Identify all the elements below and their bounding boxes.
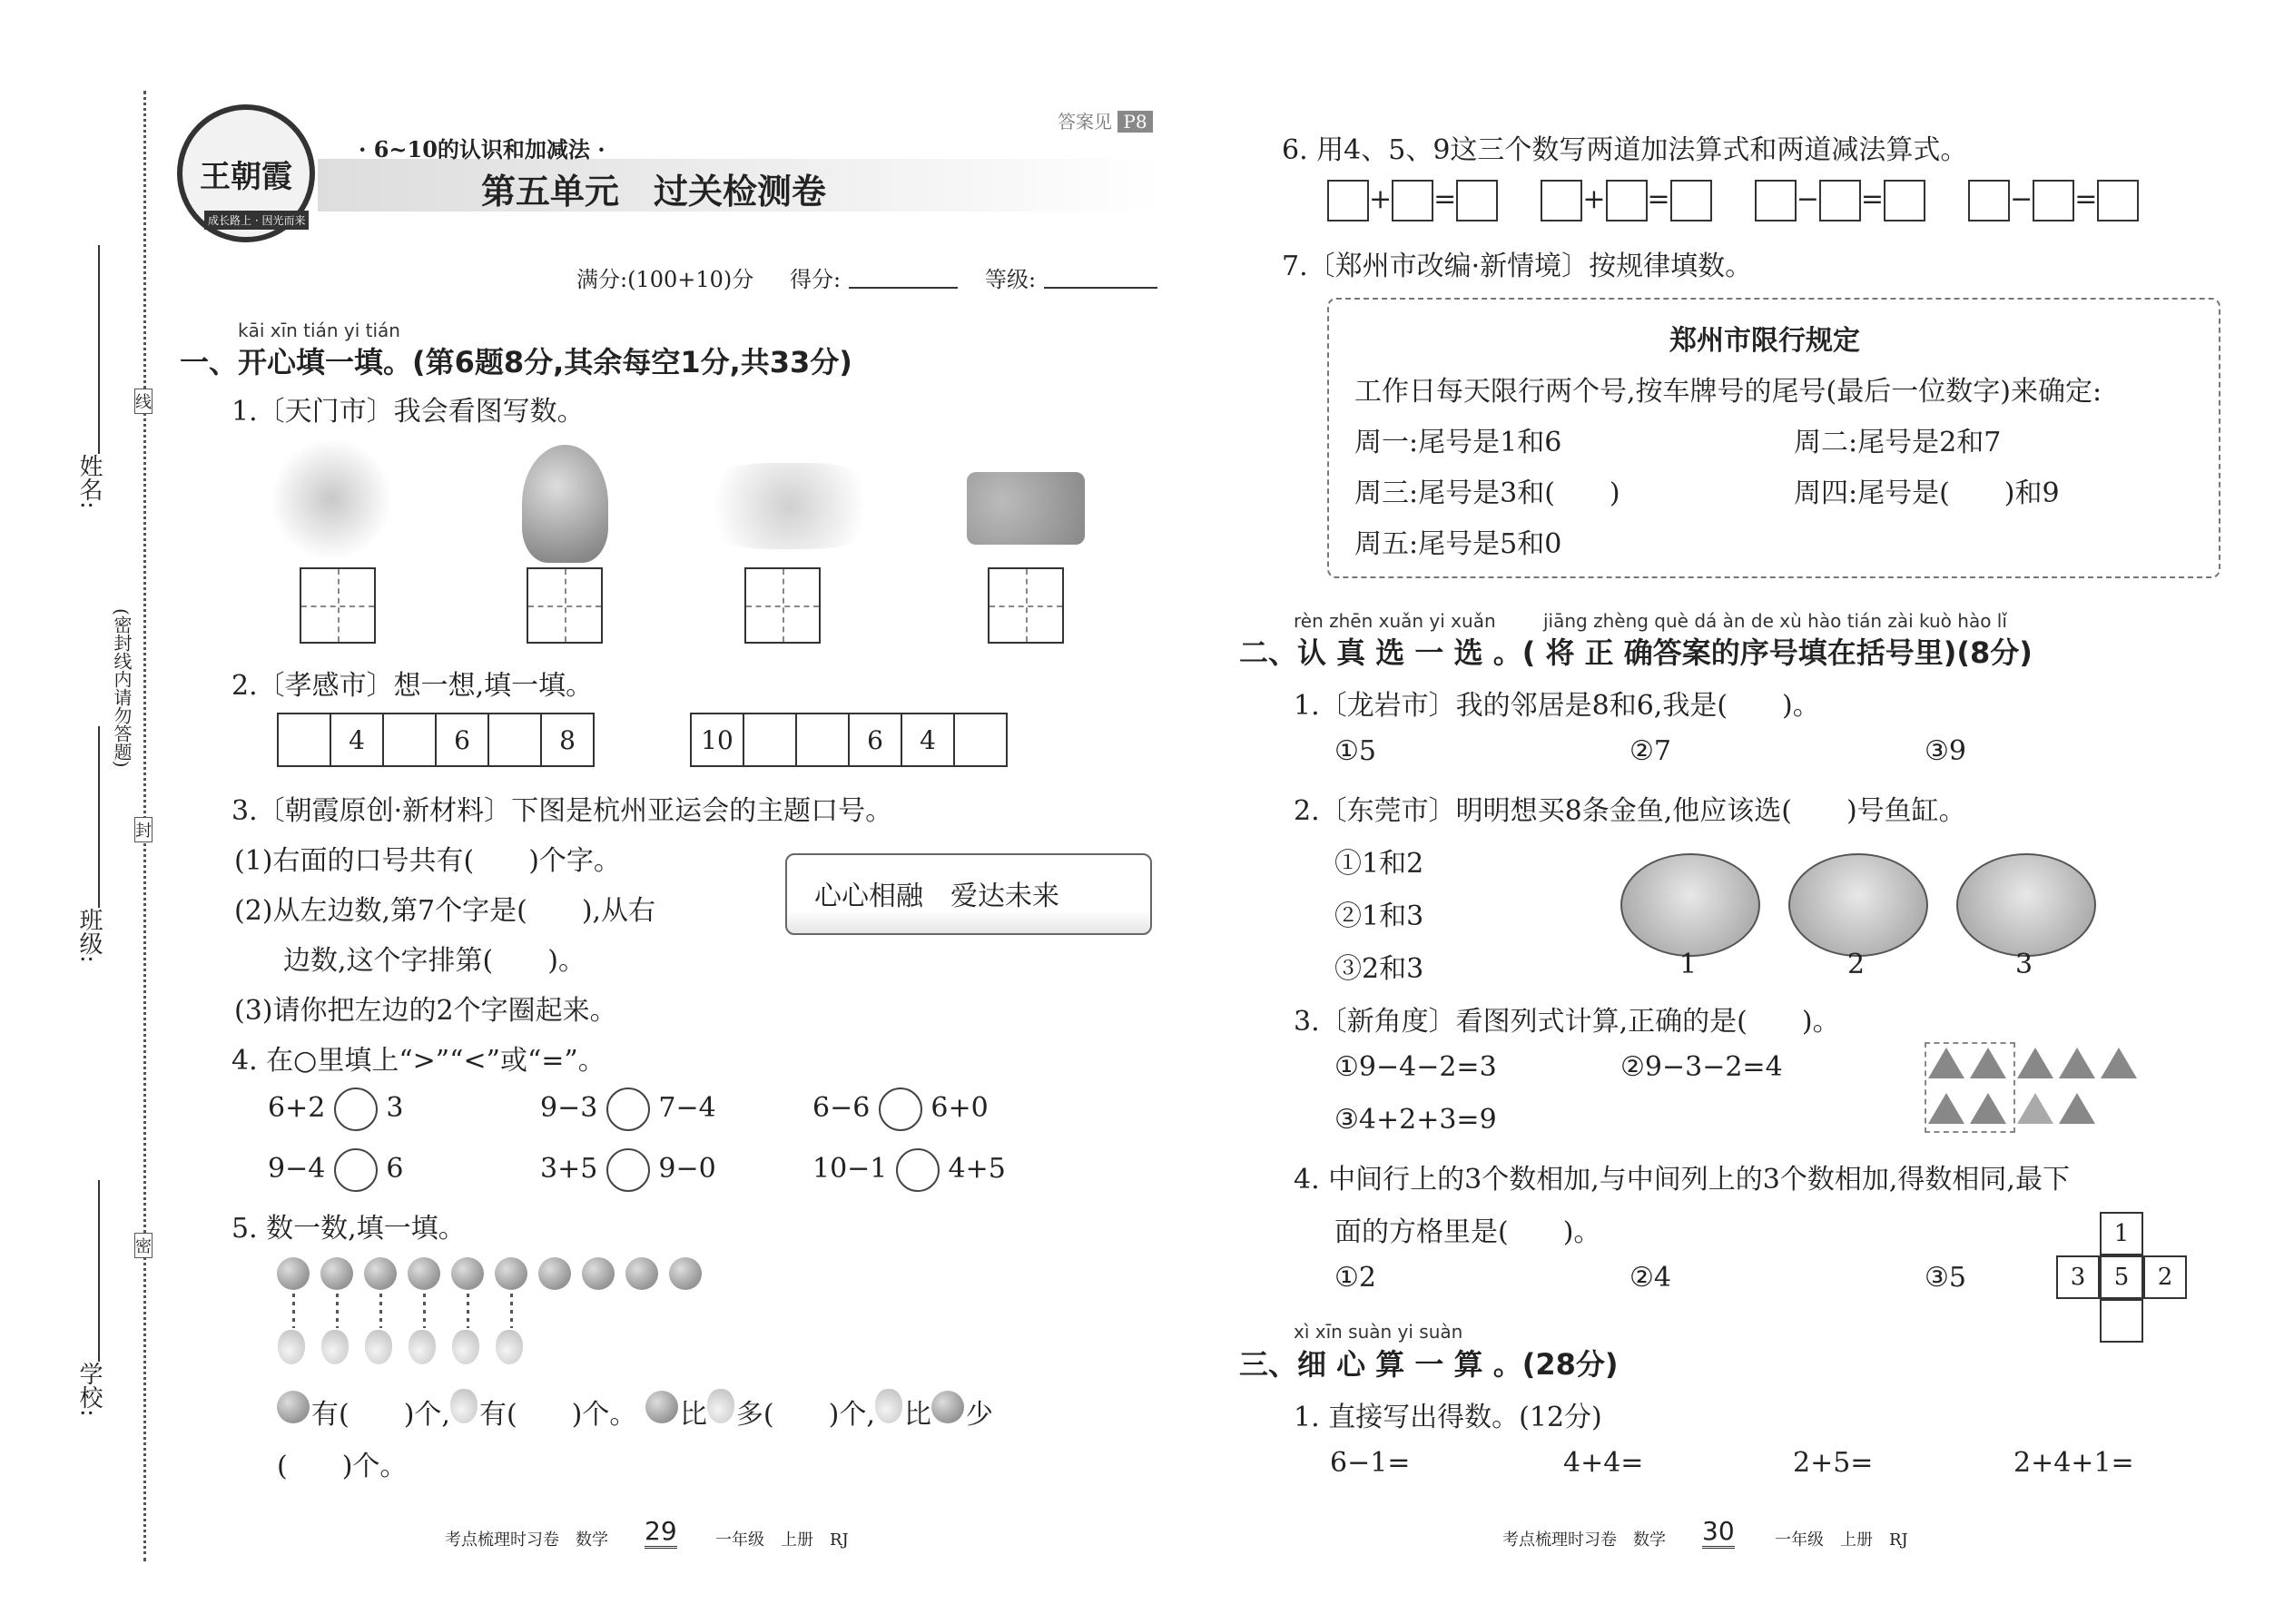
q5-more-count: 多( )个, xyxy=(735,1399,875,1431)
triangle-icon xyxy=(1928,1048,1964,1078)
score-label: 得分: xyxy=(790,267,842,292)
triangle-icon xyxy=(1970,1093,2006,1124)
blank-square[interactable] xyxy=(1541,180,1582,221)
apple-icon xyxy=(495,1257,527,1290)
unit-subtitle: · 6~10的认识和加减法 · xyxy=(359,136,605,162)
q2-text: 2.〔孝感市〕想一想,填一填。 xyxy=(231,670,594,702)
compare-item xyxy=(812,1148,1006,1192)
s2-q2-opt[interactable]: ①1和2 xyxy=(1334,848,1424,880)
slogan-text: 心心相融 爱达未来 xyxy=(814,881,1059,912)
compare-left: 9−3 xyxy=(540,1092,598,1124)
s2-q3-text: 3.〔新角度〕看图列式计算,正确的是( )。 xyxy=(1294,1006,1840,1038)
s2-q4-text-a: 4. 中间行上的3个数相加,与中间列上的3个数相加,得数相同,最下 xyxy=(1294,1164,2070,1196)
q5-compare-word: 比 xyxy=(903,1399,931,1431)
triangle-icon xyxy=(2101,1048,2137,1078)
op-sign: − xyxy=(2010,183,2033,215)
triangle-crossed-icon xyxy=(2017,1093,2053,1124)
triangle-icon xyxy=(2059,1093,2095,1124)
section3-pinyin: xì xīn suàn yi suàn xyxy=(1294,1321,1463,1343)
apple-icon xyxy=(277,1391,310,1423)
footer-left-grade: 一年级 上册 RJ xyxy=(715,1530,849,1550)
section1-pinyin: kāi xīn tián yi tián xyxy=(238,320,400,341)
q3-text: 3.〔朝霞原创·新材料〕下图是杭州亚运会的主题口号。 xyxy=(231,795,893,827)
q6-equations xyxy=(1327,180,2139,221)
score-input[interactable] xyxy=(849,287,958,289)
chicks-picture xyxy=(690,463,890,549)
answer-box-balloons[interactable] xyxy=(527,567,603,644)
blank-square[interactable] xyxy=(2097,180,2139,221)
s2-q4-opt[interactable]: ①2 xyxy=(1334,1262,1376,1294)
seq2-cell[interactable] xyxy=(797,714,850,765)
rule-intro: 工作日每天限行两个号,按车牌号的尾号(最后一位数字)来确定: xyxy=(1354,376,2102,408)
s2-q1-opt[interactable]: ②7 xyxy=(1629,735,1671,767)
seq2-cell[interactable] xyxy=(955,714,1006,765)
compare-right: 6+0 xyxy=(930,1092,989,1124)
q5-answer-line xyxy=(277,1389,993,1432)
pear-icon xyxy=(452,1330,479,1364)
answer-badge-page: P8 xyxy=(1117,111,1152,133)
apple-icon xyxy=(645,1391,678,1423)
footer-right-page: 30 xyxy=(1702,1516,1735,1549)
balloons-picture xyxy=(522,445,608,563)
seq2-cell: 6 xyxy=(850,714,902,765)
school-line[interactable] xyxy=(98,1180,100,1362)
grade-input[interactable] xyxy=(1044,287,1157,289)
calc-item[interactable]: 6−1= xyxy=(1330,1447,1411,1479)
q6-text: 6. 用4、5、9这三个数写两道加法算式和两道减法算式。 xyxy=(1282,134,1968,166)
apple-icon xyxy=(364,1257,397,1290)
page-title: 第五单元 过关检测卷 xyxy=(481,172,827,212)
blank-square[interactable] xyxy=(1392,180,1433,221)
seal-mark-secret: 密 xyxy=(134,1233,153,1258)
op-sign: + xyxy=(1369,183,1393,215)
compare-right: 7−4 xyxy=(658,1092,716,1124)
apple-icon xyxy=(625,1257,658,1290)
seq1-cell[interactable] xyxy=(384,714,437,765)
compare-circle[interactable] xyxy=(606,1088,650,1131)
op-sign: = xyxy=(1433,183,1457,215)
s2-q4-text-b: 面的方格里是( )。 xyxy=(1334,1216,1601,1248)
cross-cell-center: 5 xyxy=(2100,1255,2143,1299)
answer-box-chicks[interactable] xyxy=(744,567,821,644)
answer-box-eggs[interactable] xyxy=(988,567,1064,644)
pear-icon xyxy=(365,1330,392,1364)
rule-wednesday: 周三:尾号是3和( ) xyxy=(1354,477,1620,509)
apple-icon xyxy=(408,1257,440,1290)
frogs-picture xyxy=(268,440,395,558)
triangles-picture xyxy=(1925,1042,2142,1133)
s2-q2-opt[interactable]: ③2和3 xyxy=(1334,953,1424,985)
seal-warning: (密封线内请勿答题) xyxy=(111,608,133,768)
apple-icon xyxy=(277,1257,310,1290)
s2-q1-opt[interactable]: ①5 xyxy=(1334,735,1376,767)
seq2-cell: 10 xyxy=(692,714,744,765)
triangle-icon xyxy=(2059,1048,2095,1078)
answer-box-frogs[interactable] xyxy=(300,567,376,644)
q3-part1: (1)右面的口号共有( )个字。 xyxy=(234,845,621,877)
blank-square[interactable] xyxy=(1968,180,2010,221)
section2-pinyin-b: jiāng zhèng què dá àn de xù hào tián zài kuò hào lǐ xyxy=(1543,610,2007,632)
compare-left: 6+2 xyxy=(268,1092,326,1124)
q5-less-word: 少 xyxy=(965,1399,993,1431)
compare-right: 4+5 xyxy=(948,1153,1006,1185)
s2-q4-opt[interactable]: ②4 xyxy=(1629,1262,1671,1294)
apple-icon xyxy=(669,1257,702,1290)
grade-label: 等级: xyxy=(985,267,1037,292)
fish-tank-label: 1 xyxy=(1679,949,1698,980)
compare-right: 9−0 xyxy=(658,1153,716,1185)
s3-q1-text: 1. 直接写出得数。(12分) xyxy=(1294,1402,1602,1433)
seq1-cell: 6 xyxy=(437,714,489,765)
op-sign: − xyxy=(1796,183,1819,215)
footer-left-page: 29 xyxy=(645,1516,677,1549)
compare-item xyxy=(268,1088,404,1131)
student-name-line[interactable] xyxy=(98,245,100,454)
seal-mark-line: 线 xyxy=(134,389,153,414)
s2-q4-opt[interactable]: ③5 xyxy=(1925,1262,1966,1294)
s2-q3-opt[interactable]: ③4+2+3=9 xyxy=(1334,1104,1497,1136)
q3-part3: (3)请你把左边的2个字圈起来。 xyxy=(234,995,617,1027)
pear-icon xyxy=(278,1330,305,1364)
footer-right-grade: 一年级 上册 RJ xyxy=(1775,1530,1908,1550)
seq1-cell[interactable] xyxy=(279,714,331,765)
op-sign: = xyxy=(1647,183,1670,215)
op-sign: = xyxy=(2074,183,2098,215)
q5-apple-count: 有( )个, xyxy=(311,1399,450,1431)
compare-item xyxy=(540,1088,716,1131)
cross-cell-bottom[interactable] xyxy=(2100,1299,2143,1343)
seq2-cell[interactable] xyxy=(744,714,797,765)
pear-icon xyxy=(450,1389,478,1423)
compare-right: 6 xyxy=(386,1153,404,1185)
pear-icon xyxy=(409,1330,436,1364)
op-sign: + xyxy=(1582,183,1606,215)
answer-badge xyxy=(1058,107,1153,133)
class-label: 班级: xyxy=(75,908,103,963)
cross-cell-top: 1 xyxy=(2100,1212,2143,1255)
footer-left-book: 考点梳理时习卷 数学 xyxy=(445,1530,608,1550)
compare-circle[interactable] xyxy=(334,1088,378,1131)
blank-square[interactable] xyxy=(1456,180,1498,221)
triangle-icon xyxy=(1970,1048,2006,1078)
q3-part2b: 边数,这个字排第( )。 xyxy=(283,945,586,977)
student-name-label: 姓名: xyxy=(75,454,103,509)
rule-friday: 周五:尾号是5和0 xyxy=(1354,528,1562,560)
sequence-row-1 xyxy=(277,713,595,767)
brand-logo-subtext: 成长路上 · 因光而来 xyxy=(204,211,309,230)
matching-dots xyxy=(292,1294,528,1328)
blank-square[interactable] xyxy=(1819,180,1861,221)
section3-title: 三、细 心 算 一 算 。(28分) xyxy=(1239,1347,1619,1382)
pear-icon xyxy=(707,1389,734,1423)
apple-icon xyxy=(451,1257,484,1290)
calc-item[interactable]: 4+4= xyxy=(1563,1447,1644,1479)
section1-title: 一、开心填一填。(第6题8分,其余每空1分,共33分) xyxy=(180,345,852,379)
compare-left: 10−1 xyxy=(812,1153,888,1185)
apple-icon xyxy=(582,1257,615,1290)
fish-tank-2 xyxy=(1788,853,1928,957)
blank-square[interactable] xyxy=(1606,180,1648,221)
s2-q2-opt[interactable]: ②1和3 xyxy=(1334,901,1424,932)
q3-part2a: (2)从左边数,第7个字是( ),从右 xyxy=(234,895,656,927)
triangle-icon xyxy=(1928,1093,1964,1124)
pear-icon xyxy=(321,1330,349,1364)
score-full: 满分:(100+10)分 xyxy=(576,267,754,292)
cross-cell-right: 2 xyxy=(2143,1255,2187,1299)
compare-item xyxy=(268,1148,404,1192)
section2-title: 二、认 真 选 一 选 。( 将 正 确答案的序号填在括号里)(8分) xyxy=(1239,635,2033,670)
s2-q2-text: 2.〔东莞市〕明明想买8条金鱼,他应该选( )号鱼缸。 xyxy=(1294,795,1966,827)
triangle-icon xyxy=(2017,1048,2053,1078)
pear-icon xyxy=(496,1330,523,1364)
compare-item xyxy=(540,1148,716,1192)
compare-left: 3+5 xyxy=(540,1153,598,1185)
seq1-cell: 4 xyxy=(331,714,384,765)
answer-badge-text: 答案见 xyxy=(1058,111,1112,133)
seq1-cell: 8 xyxy=(559,724,576,755)
slogan-card xyxy=(785,853,1152,935)
q5-last-line: ( )个。 xyxy=(277,1451,408,1482)
q5-text: 5. 数一数,填一填。 xyxy=(231,1213,466,1245)
q7-text: 7.〔郑州市改编·新情境〕按规律填数。 xyxy=(1282,251,1753,282)
rule-title: 郑州市限行规定 xyxy=(1669,325,1860,357)
compare-item xyxy=(812,1088,989,1131)
apple-icon xyxy=(931,1391,964,1423)
blank-square[interactable] xyxy=(2033,180,2074,221)
seq2-cell: 4 xyxy=(902,714,955,765)
s2-q1-opt[interactable]: ③9 xyxy=(1925,735,1966,767)
blank-square[interactable] xyxy=(1670,180,1712,221)
compare-left: 6−6 xyxy=(812,1092,871,1124)
class-line[interactable] xyxy=(98,726,100,908)
calc-item[interactable]: 2+4+1= xyxy=(2013,1447,2134,1479)
rule-monday: 周一:尾号是1和6 xyxy=(1354,427,1562,458)
rule-box xyxy=(1327,298,2220,578)
apple-icon xyxy=(538,1257,571,1290)
q5-compare-word: 比 xyxy=(679,1399,707,1431)
apple-icon xyxy=(320,1257,353,1290)
compare-right: 3 xyxy=(386,1092,404,1124)
seq1-cell[interactable] xyxy=(489,714,542,765)
cross-cell-left: 3 xyxy=(2056,1255,2100,1299)
compare-circle[interactable] xyxy=(896,1148,940,1192)
brand-logo-text: 王朝霞 xyxy=(200,158,292,195)
q5-pear-count: 有( )个。 xyxy=(478,1399,637,1431)
blank-square[interactable] xyxy=(1327,180,1369,221)
seal-mark-seal: 封 xyxy=(134,817,153,842)
compare-circle[interactable] xyxy=(334,1148,378,1192)
q1-text: 1.〔天门市〕我会看图写数。 xyxy=(231,396,585,428)
q4-text: 4. 在○里填上“>”“<”或“=”。 xyxy=(231,1045,605,1077)
compare-circle[interactable] xyxy=(879,1088,922,1131)
fish-tank-label: 3 xyxy=(2015,949,2033,980)
s2-q3-opt[interactable]: ①9−4−2=3 xyxy=(1334,1051,1497,1083)
rule-tuesday: 周二:尾号是2和7 xyxy=(1794,427,2002,458)
rule-thursday: 周四:尾号是( )和9 xyxy=(1794,477,2060,509)
footer-right-book: 考点梳理时习卷 数学 xyxy=(1502,1530,1666,1550)
compare-left: 9−4 xyxy=(268,1153,326,1185)
op-sign: = xyxy=(1860,183,1885,215)
sequence-row-2 xyxy=(690,713,1008,767)
apples-row xyxy=(277,1257,713,1294)
fish-tank-3 xyxy=(1956,853,2096,957)
eggs-picture xyxy=(967,472,1085,545)
blank-square[interactable] xyxy=(1755,180,1797,221)
s2-q3-opt[interactable]: ②9−3−2=4 xyxy=(1620,1051,1783,1083)
s2-q1-text: 1.〔龙岩市〕我的邻居是8和6,我是( )。 xyxy=(1294,690,1820,722)
school-label: 学校: xyxy=(75,1362,103,1417)
fish-tank-1 xyxy=(1620,853,1760,957)
pear-icon xyxy=(875,1389,902,1423)
compare-circle[interactable] xyxy=(606,1148,650,1192)
calc-item[interactable]: 2+5= xyxy=(1793,1447,1874,1479)
section2-pinyin: rèn zhēn xuǎn yi xuǎn xyxy=(1294,610,1496,632)
fish-tank-label: 2 xyxy=(1847,949,1866,980)
pears-row xyxy=(278,1330,539,1368)
cross-grid xyxy=(2056,1212,2187,1343)
blank-square[interactable] xyxy=(1884,180,1925,221)
